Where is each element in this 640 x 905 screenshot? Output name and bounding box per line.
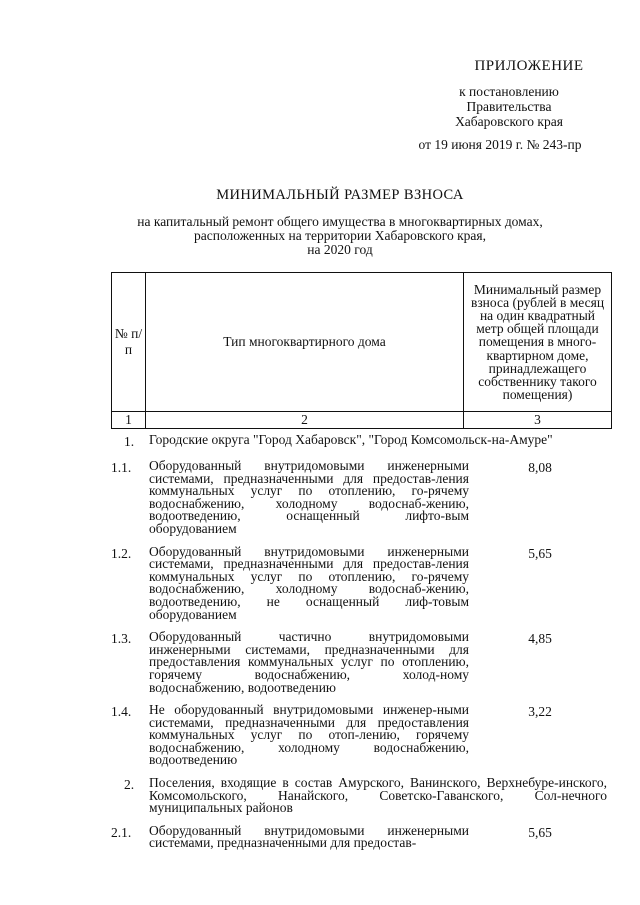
appendix-header — [400, 58, 600, 152]
row-value: 3,22 — [528, 704, 552, 720]
appendix-date-line: от 19 июня 2019 г. № 243-пр — [418, 137, 582, 152]
table-row — [111, 704, 611, 767]
row-number: 1.3. — [111, 631, 132, 647]
row-number: 1.1. — [111, 460, 132, 475]
header-cell-type: Тип многоквартирного дома — [146, 273, 464, 412]
column-number-3: 3 — [464, 412, 612, 429]
document-title: МИНИМАЛЬНЫЙ РАЗМЕР ВЗНОСА — [216, 187, 464, 203]
document-subtitle-1: на капитальный ремонт общего имущества в многоквартирных домах, — [137, 214, 543, 229]
row-text: Оборудованный внутридомовыми инженерными системами, предназначенными для предостав-ления коммунальных услуг по отоплению, го-рячему водоснабжению, холодному водоснаб-жению, водоотведению, не оснащенный лиф-товым оборудованием — [149, 543, 469, 622]
table-row — [111, 543, 611, 622]
row-value: 5,65 — [528, 545, 552, 561]
appendix-line-3: Хабаровского края — [455, 114, 563, 129]
table-row — [111, 631, 611, 694]
row-number: 2. — [123, 777, 135, 793]
appendix-line-1: к постановлению — [459, 84, 559, 99]
column-number-1: 1 — [112, 412, 146, 429]
row-text: Городские округа "Город Хабаровск", "Город Комсомольск-на-Амуре" — [149, 432, 553, 447]
header-cell-min-payment: Минимальный размер взноса (рублей в месяц на один квадратный метр общей площади помещения в много-квартирном доме, принадлежащего собственнику такого помещения) — [464, 273, 612, 412]
document-subtitle-3: на 2020 год — [307, 242, 373, 257]
row-text: Оборудованный частично внутридомовыми инженерными системами, предназначенными для предоставления коммунальных услуг по отоплению, горячему водоснабжению, холод-ному водоснабжению, водоотведению — [149, 629, 469, 695]
row-number: 1.4. — [111, 704, 132, 720]
row-text: Оборудованный внутридомовыми инженерными системами, предназначенными для предостав-ления коммунальных услуг по отоплению, го-рячему водоснабжению, холодному водоснаб-жению, водоотведению, оснащенный лифто-вым оборудованием — [149, 458, 469, 536]
appendix-title: ПРИЛОЖЕНИЕ — [474, 58, 584, 74]
row-text: Оборудованный внутридомовыми инженерными системами, предназначенными для предостав- — [149, 822, 469, 851]
column-number-2: 2 — [146, 412, 464, 429]
header-cell-number: № п/п — [112, 273, 146, 412]
table-header — [111, 272, 612, 429]
row-number: 1. — [123, 434, 135, 449]
row-value: 8,08 — [528, 460, 552, 475]
document-subtitle-2: расположенных на территории Хабаровского края, — [194, 228, 486, 243]
table-row — [111, 434, 611, 450]
table-row — [111, 777, 611, 815]
row-value: 4,85 — [528, 631, 552, 647]
row-text: Не оборудованный внутридомовыми инженер-ными системами, предназначенными для предоставления коммунальных услуг по отоп-лению, горячему водоснабжению, холодному водоснабжению, водоотведению — [149, 702, 469, 768]
row-number: 2.1. — [111, 824, 132, 840]
row-number: 1.2. — [111, 545, 132, 561]
row-text: Поселения, входящие в состав Амурского, Ванинского, Верхнебуре-инского, Комсомольского, Нанайского, Советско-Гаванского, Сол-нечного муниципальных районов — [149, 775, 607, 816]
table-row — [111, 460, 611, 536]
appendix-line-2: Правительства — [466, 99, 552, 114]
row-value: 5,65 — [528, 824, 552, 840]
document-title-block — [80, 187, 600, 257]
table-row — [111, 822, 611, 851]
table-body — [111, 434, 611, 860]
